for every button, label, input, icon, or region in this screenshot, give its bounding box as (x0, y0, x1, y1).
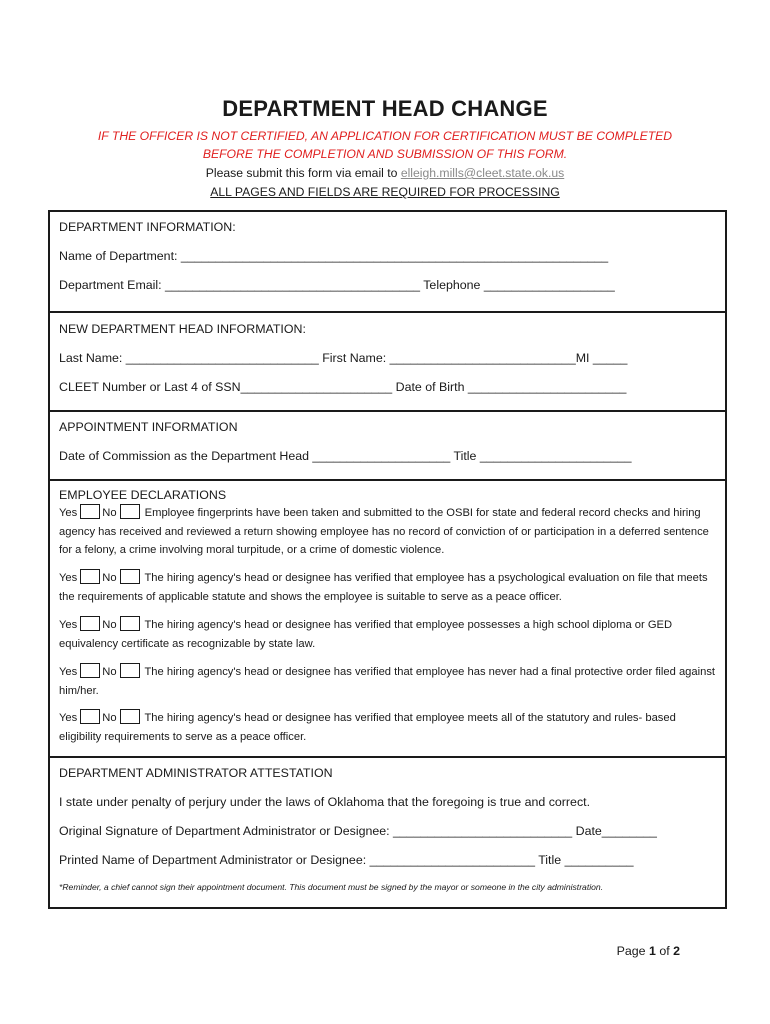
no-checkbox[interactable] (120, 504, 140, 519)
reminder-note: *Reminder, a chief cannot sign their appointment document. This document must be signed by the mayor or someone in the city administration. (59, 882, 604, 892)
no-checkbox[interactable] (120, 709, 140, 724)
yes-checkbox[interactable] (80, 663, 100, 678)
declarations-heading: EMPLOYEE DECLARATIONS (59, 488, 227, 502)
no-label: No (102, 666, 117, 678)
commission-date-title-field[interactable]: Date of Commission as the Department Head ____________________ Title ______________________ (59, 449, 632, 463)
declaration-text-rest: filed against him/her. (59, 666, 716, 697)
no-checkbox[interactable] (120, 663, 140, 678)
page-number: Page 1 of 2 (616, 944, 680, 958)
certification-warning-line-1: IF THE OFFICER IS NOT CERTIFIED, AN APPLICATION FOR CERTIFICATION MUST BE COMPLETED (97, 129, 673, 143)
employee-declarations-section (48, 479, 727, 758)
declaration-text-first: The hiring agency's head or designee has verified that employee meets all of the statutory and rules- (144, 712, 643, 724)
yes-label: Yes (59, 507, 78, 519)
appointment-information-section (48, 410, 727, 481)
declaration-item (59, 709, 721, 746)
declaration-text-rest: based eligibility requirements to serve as a peace officer. (59, 712, 676, 743)
yes-checkbox[interactable] (80, 569, 100, 584)
declaration-text-first: The hiring agency's head or designee has verified that employee has never had a final protective order (144, 666, 653, 678)
page-title: DEPARTMENT HEAD CHANGE (222, 96, 548, 121)
yes-checkbox[interactable] (80, 616, 100, 631)
yes-checkbox[interactable] (80, 709, 100, 724)
perjury-statement: I state under penalty of perjury under the laws of Oklahoma that the foregoing is true and correct. (59, 795, 591, 809)
submit-instructions (0, 166, 770, 180)
administrator-attestation-section (48, 756, 727, 909)
department-info-heading: DEPARTMENT INFORMATION: (59, 220, 236, 234)
certification-warning-line-2: BEFORE THE COMPLETION AND SUBMISSION OF THIS FORM. (202, 147, 568, 161)
submit-email-link[interactable]: elleigh.mills@cleet.state.ok.us (400, 166, 565, 180)
department-information-section (48, 210, 727, 313)
yes-label: Yes (59, 712, 78, 724)
appointment-heading: APPOINTMENT INFORMATION (59, 420, 238, 434)
required-note: ALL PAGES AND FIELDS ARE REQUIRED FOR PROCESSING (210, 185, 560, 199)
declaration-text-rest: that meets the requirements of applicable statute and shows the employee is suitable to serve as a peace officer. (59, 572, 708, 603)
cleet-dob-field[interactable]: CLEET Number or Last 4 of SSN______________________ Date of Birth _______________________ (59, 380, 627, 394)
new-head-heading: NEW DEPARTMENT HEAD INFORMATION: (59, 322, 306, 336)
yes-label: Yes (59, 619, 78, 631)
submit-prefix: Please submit this form via email to (205, 166, 401, 180)
department-name-field[interactable]: Name of Department: ______________________________________________________________ (59, 249, 609, 263)
declaration-item (59, 504, 721, 560)
declaration-text-first: The hiring agency's head or designee has verified that employee has a psychological evaluation on file (144, 572, 653, 584)
declaration-text-first: Employee fingerprints have been taken and submitted to the OSBI for state and federal record checks (144, 507, 649, 519)
department-email-telephone-field[interactable]: Department Email: _____________________________________ Telephone ___________________ (59, 278, 615, 292)
declaration-text-rest: equivalency certificate as recognizable by state law. (59, 637, 316, 650)
attestation-heading: DEPARTMENT ADMINISTRATOR ATTESTATION (59, 766, 333, 780)
total-pages: 2 (673, 944, 680, 958)
declaration-item (59, 663, 721, 700)
declaration-item (59, 569, 721, 606)
no-checkbox[interactable] (120, 616, 140, 631)
no-label: No (102, 619, 117, 631)
printed-name-title-field[interactable]: Printed Name of Department Administrator or Designee: ________________________ Title __________ (59, 853, 634, 867)
no-label: No (102, 507, 117, 519)
head-name-field[interactable]: Last Name: ____________________________ First Name: ___________________________MI _____ (59, 351, 628, 365)
yes-label: Yes (59, 572, 78, 584)
no-checkbox[interactable] (120, 569, 140, 584)
declaration-item (59, 616, 721, 653)
yes-label: Yes (59, 666, 78, 678)
no-label: No (102, 712, 117, 724)
yes-checkbox[interactable] (80, 504, 100, 519)
declaration-text-first: The hiring agency's head or designee has verified that employee possesses a high school diploma or GED (144, 619, 673, 631)
current-page: 1 (648, 944, 656, 958)
no-label: No (102, 572, 117, 584)
signature-date-field[interactable]: Original Signature of Department Administrator or Designee: __________________________ Date________ (59, 824, 657, 838)
declaration-text-rest: and hiring agency has received and reviewed a return showing employee has no record of conviction of or participation in a deferred sentence for a felony, a crime involving moral turpitude, or a crime of domestic violence. (59, 507, 709, 556)
new-department-head-section (48, 311, 727, 412)
